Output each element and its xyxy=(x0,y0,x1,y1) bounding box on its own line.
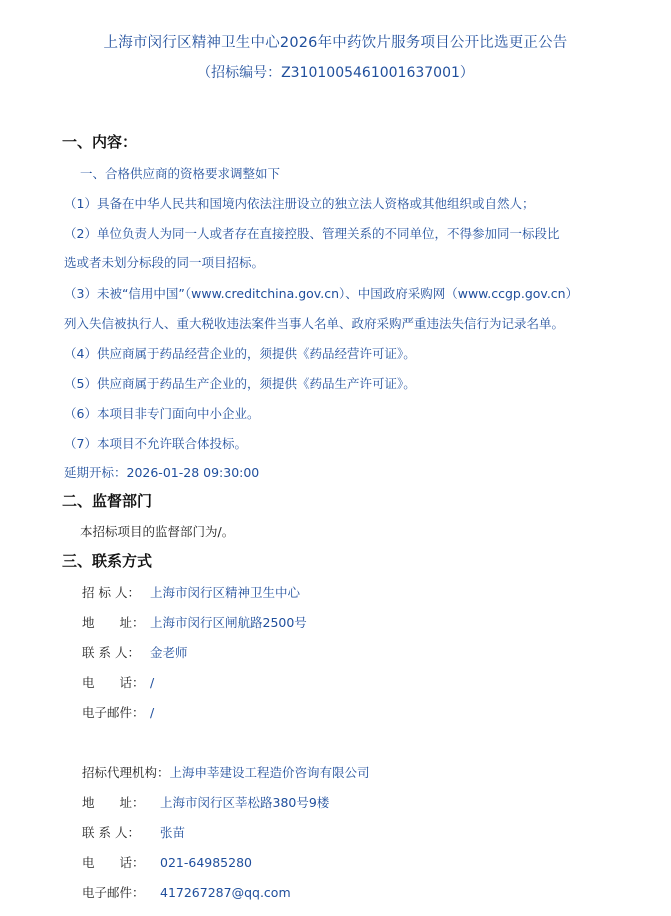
agency-address-row xyxy=(82,793,329,811)
tenderer-phone-row xyxy=(82,673,154,691)
agency-email: 417267287@qq.com xyxy=(160,885,291,900)
tenderer-contact: 金老师 xyxy=(150,645,188,660)
section-contact-heading: 三、联系方式 xyxy=(62,552,153,570)
agency-name: 上海申莘建设工程造价咨询有限公司 xyxy=(169,765,370,780)
tenderer-address: 上海市闵行区闸航路2500号 xyxy=(150,615,307,630)
agency-contact-label: 联 系 人： xyxy=(82,825,140,840)
qualification-item: （4）供应商属于药品经营企业的，须提供《药品经营许可证》。 xyxy=(64,346,416,361)
agency-address-label: 地 址： xyxy=(82,795,145,810)
tenderer-phone: / xyxy=(150,675,155,690)
tenderer-name-row xyxy=(82,583,300,601)
tender-number: （招标编号：Z3101005461001637001） xyxy=(197,65,474,81)
tenderer-name-label: 招 标 人： xyxy=(82,585,140,600)
agency-contact: 张苗 xyxy=(160,825,186,840)
qualification-item: 选或者未划分标段的同一项目招标。 xyxy=(64,255,265,270)
announcement-title: 上海市闵行区精神卫生中心2026年中药饮片服务项目公开比选更正公告 xyxy=(103,35,568,51)
tenderer-phone-label: 电 话： xyxy=(82,675,145,690)
qualification-item: （7）本项目不允许联合体投标。 xyxy=(64,436,247,451)
tenderer-email-row xyxy=(82,703,154,721)
tenderer-contact-label: 联 系 人： xyxy=(82,645,140,660)
qualification-item: （5）供应商属于药品生产企业的，须提供《药品生产许可证》。 xyxy=(64,376,416,391)
tenderer-email: / xyxy=(150,705,155,720)
qualification-item: （3）未被“信用中国”（www.creditchina.gov.cn）、中国政府采购网（www.ccgp.gov.cn） xyxy=(64,286,579,301)
tenderer-contact-row xyxy=(82,643,188,661)
agency-phone: 021-64985280 xyxy=(160,855,252,870)
agency-name-row xyxy=(82,763,370,781)
delayed-opening-time: 延期开标：2026-01-28 09:30:00 xyxy=(64,465,260,480)
agency-email-row xyxy=(82,883,291,901)
tenderer-address-row xyxy=(82,613,307,631)
qualification-item: （1）具备在中华人民共和国境内依法注册设立的独立法人资格或其他组织或自然人； xyxy=(64,196,535,211)
agency-phone-row xyxy=(82,853,252,871)
section-content-heading: 一、内容： xyxy=(62,133,138,151)
tenderer-email-label: 电子邮件： xyxy=(82,705,145,720)
supervision-text: 本招标项目的监督部门为/。 xyxy=(80,524,235,539)
section-supervision-heading: 二、监督部门 xyxy=(62,492,153,510)
qualification-item: （2）单位负责人为同一人或者存在直接控股、管理关系的不同单位，不得参加同一标段比 xyxy=(64,226,560,241)
tenderer-address-label: 地 址： xyxy=(82,615,145,630)
agency-contact-row xyxy=(82,823,185,841)
agency-phone-label: 电 话： xyxy=(82,855,145,870)
agency-address: 上海市闵行区莘松路380号9楼 xyxy=(160,795,330,810)
qualification-item: 列入失信被执行人、重大税收违法案件当事人名单、政府采购严重违法失信行为记录名单。 xyxy=(64,316,565,331)
qualification-item: （6）本项目非专门面向中小企业。 xyxy=(64,406,260,421)
tenderer-name: 上海市闵行区精神卫生中心 xyxy=(150,585,301,600)
agency-name-label: 招标代理机构： xyxy=(82,765,170,780)
qualification-subheading: 一、合格供应商的资格要求调整如下 xyxy=(80,166,281,181)
agency-email-label: 电子邮件： xyxy=(82,885,145,900)
